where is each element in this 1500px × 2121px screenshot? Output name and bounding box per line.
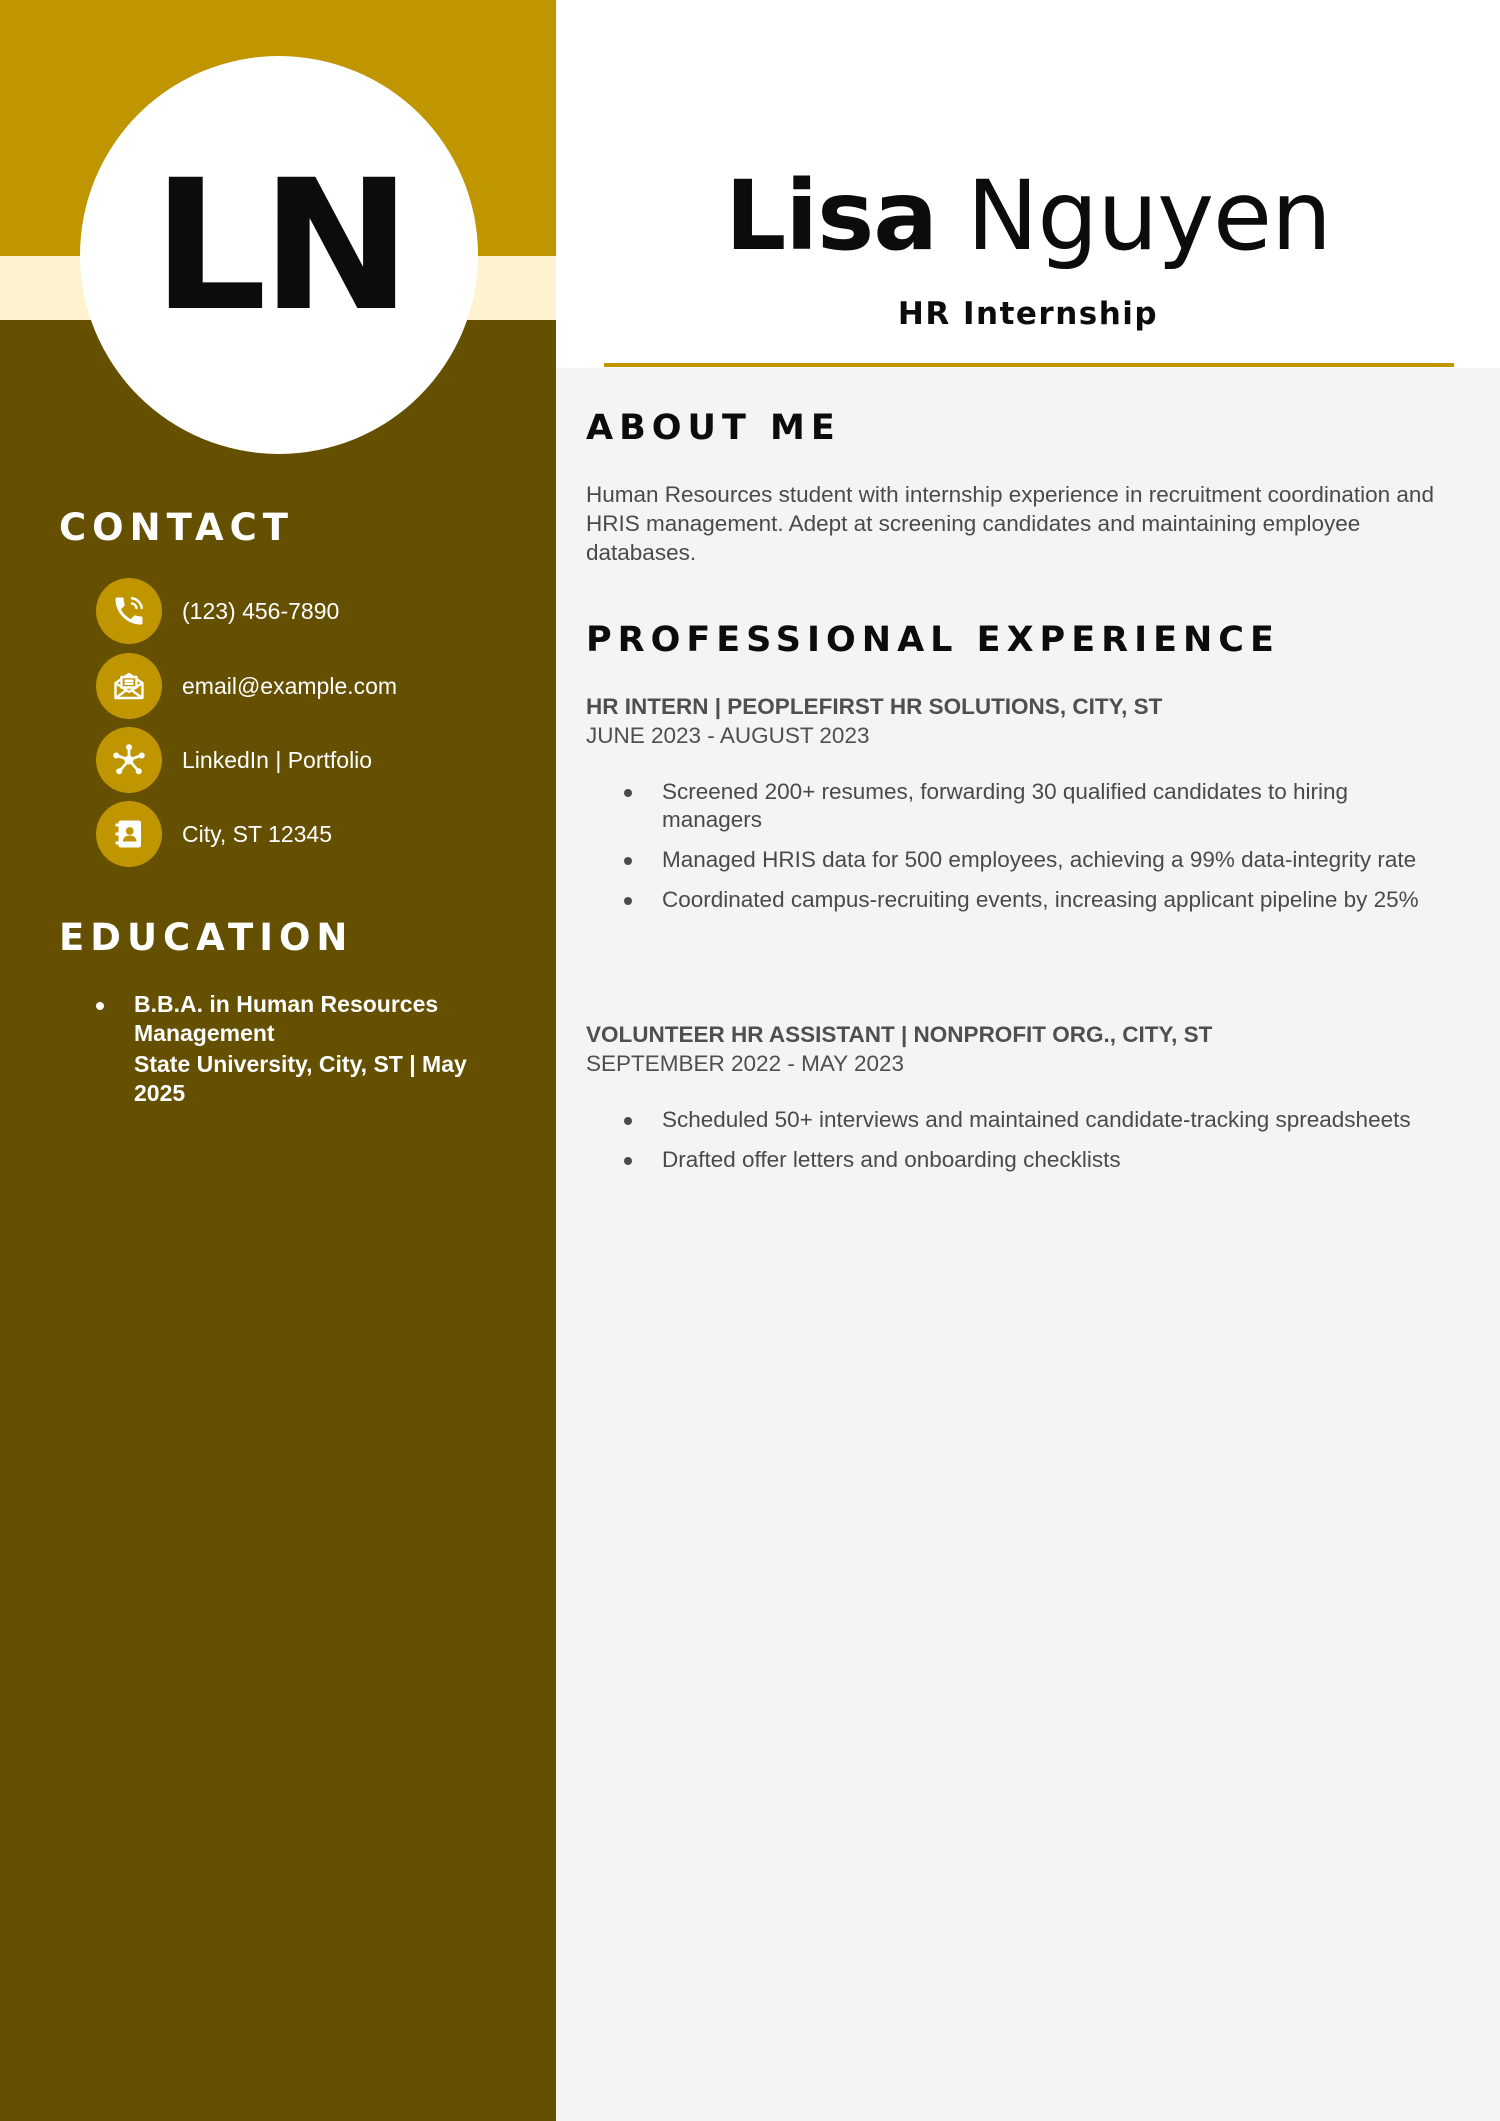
monogram-circle bbox=[80, 56, 478, 454]
job-bullet: Managed HRIS data for 500 employees, achieving a 99% data-integrity rate bbox=[662, 846, 1446, 874]
job-title: VOLUNTEER HR ASSISTANT | NONPROFIT ORG., CITY, ST bbox=[586, 1022, 1213, 1047]
education-school: State University, City, ST | May 2025 bbox=[134, 1051, 467, 1106]
education-item bbox=[96, 990, 496, 1108]
job-bullets bbox=[586, 1106, 1446, 1174]
experience-heading: PROFESSIONAL EXPERIENCE bbox=[586, 620, 1280, 660]
about-heading: ABOUT ME bbox=[586, 408, 841, 448]
email-text: email@example.com bbox=[182, 672, 398, 699]
address-text: City, ST 12345 bbox=[182, 820, 333, 847]
phone-icon bbox=[96, 578, 162, 644]
contact-address bbox=[96, 801, 332, 867]
first-name: Lisa bbox=[725, 160, 938, 272]
monogram: LN bbox=[152, 142, 406, 351]
contact-phone bbox=[96, 578, 339, 644]
phone-text: (123) 456-7890 bbox=[182, 597, 340, 624]
full-name bbox=[556, 160, 1500, 272]
job-entry bbox=[586, 692, 1446, 926]
job-bullet: Screened 200+ resumes, forwarding 30 qualified candidates to hiring managers bbox=[662, 778, 1446, 834]
header bbox=[556, 0, 1500, 368]
job-title: HR INTERN | PEOPLEFIRST HR SOLUTIONS, CITY, ST bbox=[586, 694, 1163, 719]
job-bullet: Drafted offer letters and onboarding checklists bbox=[662, 1146, 1446, 1174]
job-bullets bbox=[586, 778, 1446, 914]
header-divider bbox=[604, 363, 1454, 367]
last-name: Nguyen bbox=[966, 160, 1331, 272]
job-role: HR Internship bbox=[897, 296, 1159, 332]
job-entry bbox=[586, 1020, 1446, 1186]
address-book-icon bbox=[96, 801, 162, 867]
education-degree: B.B.A. in Human Resources Management bbox=[134, 991, 439, 1046]
about-text: Human Resources student with internship experience in recruitment coordination and HRIS management. Adept at screening candidates and maintaining employee databases. bbox=[586, 482, 1434, 565]
job-dates: JUNE 2023 - AUGUST 2023 bbox=[586, 723, 870, 748]
links-text: LinkedIn | Portfolio bbox=[182, 746, 373, 773]
network-icon bbox=[96, 727, 162, 793]
contact-email[interactable] bbox=[96, 653, 397, 719]
education-list bbox=[96, 990, 496, 1108]
contact-heading: CONTACT bbox=[59, 506, 294, 549]
education-heading: EDUCATION bbox=[59, 916, 354, 959]
job-bullet: Coordinated campus-recruiting events, increasing applicant pipeline by 25% bbox=[662, 886, 1446, 914]
job-bullet: Scheduled 50+ interviews and maintained candidate-tracking spreadsheets bbox=[662, 1106, 1446, 1134]
envelope-icon bbox=[96, 653, 162, 719]
contact-links[interactable] bbox=[96, 727, 372, 793]
job-dates: SEPTEMBER 2022 - MAY 2023 bbox=[586, 1051, 905, 1076]
